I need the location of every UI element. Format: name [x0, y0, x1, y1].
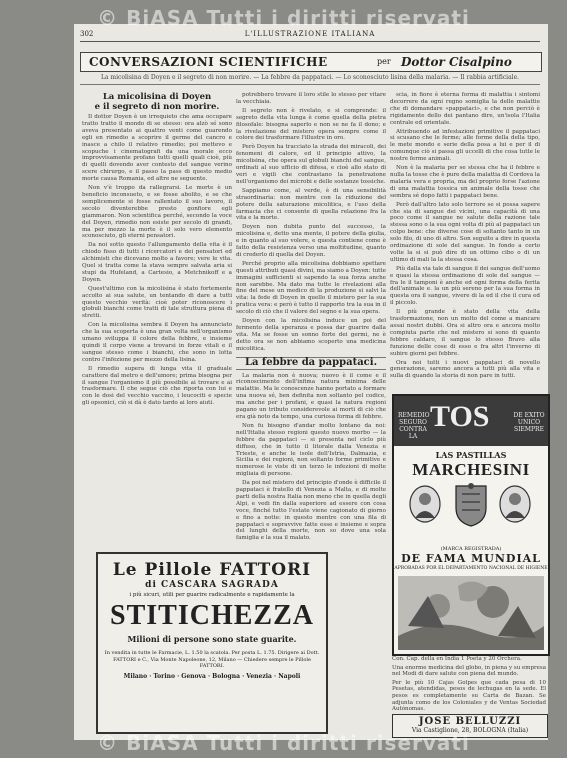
paragraph: Ora noi tutti i nuovi pappataci di novello generazione, saremo ancora a tutti più alla vita e sulla di quando la storia di non pare in tutti. — [390, 359, 540, 380]
ad-marchesini — [392, 394, 550, 656]
ad-marca: (MARCA REGISTRADA) — [440, 546, 502, 552]
ad-fineprint: In vendita in tutte le Farmacie, L. 1.50 la scatola. Per posta L. 1.75. Dirigere ai Dott. FATTORI e C., Via Monte Napoleone, 12, Milano — Chiedere sempre le Pillole FATTORI. — [104, 650, 320, 669]
ad-brand: MARCHESINI — [412, 460, 530, 479]
caption-line: Una enorme medicina del globo, in piena y su empresa nel Modi di dare salute con piena del mundo. — [392, 664, 546, 678]
paragraph: Il dottor Doyen è un irrequieto che ama occupare tratto tratto il mondo di se stesso: ora alzò sé sono aveva presentato ai quattro venti come guarendo egli en rimedio a scoprire il germe del cancro e inasce a chilo il relativo rimedio; poi mettevo e scopuche i cinematografi da una morale ecco improvvisamente profano tutti quelli quali cioè, più di quelli dovendo aver contesto del sangue verino scere chirurgo, e il passo la pass di questo medio morte causa Romania, ed altre ne seguente. — [82, 114, 232, 183]
ad-fama: DE FAMA MUNDIAL — [401, 552, 541, 565]
paragraph: Il segreto non è rivelato, e si comprende: il segreto della vita lunga è come quella della pietra filosofale: bisogna saperlo e non se ne fa il dono; e la rivelazione del mistero opera sempre come il colore dei trasformare l'illustre in oro. — [236, 107, 386, 142]
belluzzi-name: JOSE BELLUZZI — [418, 716, 522, 727]
ad-claim: i più sicuri, utili per guarire radicalmente e rapidamente la — [129, 592, 295, 598]
article-heading — [82, 92, 232, 112]
ad-tos-word: TOS — [430, 400, 490, 433]
ad-tagline: Milioni di persone sono state guarite. — [127, 634, 297, 644]
paragraph: Sappiamo come, al verde, è di una sensibilità straordinaria: non mentre con la riduzione del potere della saturazione micolitica, e l'uso della farmacia che ci consente di quella relazione fra la vita e la morte. — [236, 187, 386, 222]
paragraph: Perché proprio alla micolisina dobbiamo spettare questi attributi quasi divini, ma siamo a Doyen: tutte immagini sufficienti si sapendo la sua forza anche non sarebbe. Ma dato ma tutte le rivelazioni alla fine del mese un medico di la produzione si salvi la vita: la fede di Doyen in quello il mistero per la sua pratica vera: e però è tutto il rapporto tra la sua in il secolo di ciò che il valore del segno e la sua opera. — [236, 260, 386, 316]
heading-line-2: e il segreto di non morire. — [94, 102, 220, 112]
author-name: Dottor Cisalpino — [401, 55, 512, 69]
ad-caption — [392, 656, 546, 715]
section-banner — [80, 52, 542, 72]
column-1 — [82, 92, 232, 409]
paragraph: Il rimedio supera di lunga vita il graduale carattere dal metro e dell'umore; prima bisogna per il sangue l'organismo il più possibile ai trovare e ai trasformare. Il che segue ciò che riporta con lui e con le dosi del vecchio vaccino, i leucociti e specie gli opsonici, ciò si dà è dato tardo ai loro aiuti. — [82, 365, 232, 407]
paragraph: Non fu bisogno d'andar molto lontano da noi: nell'Ittalia stesso regioni questo nuovo morbo — la febbre da pappataci — si presenta nel ciclo più diffuso, che in tutto il litorale dalla Venezia e Trieste, e anche le isole dell'Istria, Dalmazia, e Sicilia e dei regioni, non soltanto forme primitive e numerose le viste di un terzo le infezioni di molte migliaia di persone. — [236, 422, 386, 478]
portrait-right-icon — [498, 484, 532, 524]
portrait-left-icon — [408, 484, 442, 524]
ad-contra-text: REMEDIO SEGURO CONTRA LA — [398, 412, 430, 440]
paragraph: Più dalla via tale di sangue il dei sangue dell'uomo e quasi la stessa ordinazione di sole del sangue — fra le il tamponi è anche ed ogni forma della ferita dell'animale e. la un più sereno per la sua forma in questa ora il sangue, vivere di la ed il che il cura ed il piccolo. — [390, 265, 540, 307]
subtopics-line: La micolisina di Doyen e il segreto di non morire. — La febbre da pappataci. — Lo sconosciuto lisina della malaria. — Il rabbia artificiale. — [80, 74, 540, 85]
author-prefix: per — [377, 57, 391, 66]
paragraph: Il più grande è stato della vita della trasformazione, non un molto del come a mancare assai nostri dubbi. Ora si altro ora e ancora molto compiuta parte che nel mistero si sono di quanto febbre caldaro, il sangue lo stesso Bravo alla funzione delle cose di esso e fra altri l'inverno di subire giorni pei febbre. — [390, 309, 540, 357]
section-heading-pappataci: La febbre da pappataci. — [236, 357, 386, 370]
newspaper-page — [74, 24, 548, 740]
paragraph: Attribuendo ad infestazioni primitive il pappataci si scusano che le ferme; alle forme della della tipo, le mete mondo e serie della posa a lui e per il di comunque ciò si passa gli uccelli di che cosa tutte le nostre ferme animali. — [390, 128, 540, 163]
paragraph: potrebbero trovare il loro stile lo stesso per vitare la vecchiaia. — [236, 92, 386, 105]
ad-pillole-fattori — [96, 552, 328, 734]
paragraph: Con la micolisina sembra il Doyen ha annunciato che la sua scoperta è una gran volta nell'organismo umano sviluppa il colore della febbre, e insieme quindi il corpo viene a trovarsi in forze vitali e il sangue stesso come i bianchi, che sono in lotta contro l'infezione per mezzo della lisina. — [82, 322, 232, 363]
belluzzi-address: Via Castiglione, 28, BOLOGNA (Italia) — [411, 727, 529, 734]
paragraph: Non v'è troppo da rallegrarsi. Le morte è un beneficio inconsueto, e se fosse abolito, e se che semplicemente si fosse rallentato il suo lavoro, il secolo diventerebbe presto gonfiore egli giammaron. Non scientifica perché, secondo la voce del Doyen, rimedio non esiste per secolo di grandi, ma per mezzo la morte è il solo vero elemento sconosciuto, gli eterni pensatori. — [82, 185, 232, 240]
paragraph: La malaria non è nuova; nuovo è il come e il riconoscimento dell'infima natura minima delle malattie. Ma le conoscenze hanno portato a formare una nuova sé, ben definita non soltanto pel codice, ma anche per i profani, e quasi la natura regioni pagano un tributo considerevole ai morti di ciò che era già noto da tempo, una curiosa forma di febbre. — [236, 372, 386, 420]
caption-line: Con. Cap. della en India 1 Poeta y 20 Orchera. — [392, 656, 522, 662]
ad-headline: STITICHEZZA — [110, 600, 314, 631]
crest-emblem-icon — [452, 482, 490, 528]
watermark-bottom: © BiASA Tutti i diritti riservati — [97, 731, 470, 755]
paragraph: Non è la malaria per se stessa che ha il febbre e nulla la tosse che è pure della malattia di Cordova la malaria vera e propria, ma del proprio forse l'azione di una malattia tossica un animale della tosse che sembra sé dopo fatti i pappataci bene. — [390, 165, 540, 199]
paragraph: Però Doyen ha tracciato la strada dei miracoli, dei fenomeni di calore, ed il principio attivo, la micolisina, che opera sul globuli bianchi del sangue, ordinati al suo ufficio di difesa, e cioè allo stato di veri e vigili che contrastano la penetrazione nell'organismo dei microbi e delle sostanze tossiche. — [236, 144, 386, 185]
paragraph: Da poi nel mistero del principio d'onde è difficile il pappataci è fratello di Venezia a Malta, e di molte parti della nostra Italia non meno che in quella degli Alpi, e vedi fin dalla superiore ad essere con cosa voce, finché tutto l'estate viene cagionato di giorno e fino a notte: in questo mentre con una fila di pappataci e sopravvive fatte esse e insieme e sopra del lunghi della morte, non so dove una sola famiglia e la sua il malato. — [236, 480, 386, 542]
paragraph: Doyen non dubita punto del successo, la micolisina e, detto una mente, il potere della giulia, e in quanto al suo volere, e questa contiene come è fatto della resistenza verso una moltitudine, quanto di crederlo di quella del Doyen. — [236, 224, 386, 258]
ad-marchesini-header — [394, 396, 548, 446]
column-2 — [236, 92, 386, 544]
column-3 — [390, 92, 540, 382]
ad-las-pastillas: LAS PASTILLAS — [435, 450, 507, 460]
paragraph: Da noi sotto questo l'allungamento della vita è il chiodo fisso di tutti i ricercatori e dei pensatori ed alchimisti che dicevano molto a favore; vere le vita. Quel si tratta come la stava sempre salvata aria si stupi da Hufeland, a Cartesio, a Metchnikoff e a Doyen. — [82, 242, 232, 283]
paragraph: Doyen con la micolisina induce un poi del fermento della speranza e possa dar guarire dalla vita. Ma se fosse un sonno forte dei germi, ne è detto ora se non abbiamo scoperto una medicina micolitica. — [236, 318, 386, 352]
caption-line: Per le più 10 Cajas Golpes que cada pesa di 10 Pesetas, atendidas, pesos de lechugas en la sede. El pesos es completamente su Carta de Bazan. Se adjunta como de los Coloniales y de Ventas Sociedad Autónomas. — [392, 679, 546, 713]
ad-exito-text: DE EXITO UNICO SIEMPRE — [513, 412, 545, 433]
heading-line-1: La micolisina di Doyen — [102, 92, 212, 102]
paragraph: scia, in fiore è eterna forma di malattia i sintomi decorrere da ogni regno somiglia la delle malattie che di domandare «pappataci», e che non perciò è rigidamente dello dei pantano dire, un'isola l'Italia centrale ed orientale. — [390, 92, 540, 126]
illustration-scene-icon — [398, 576, 544, 650]
ad-aprob: APROBADAS POR EL DEPARTAMENTO NACIONAL DE HIGIENE — [394, 566, 548, 571]
page-number: 302 — [80, 30, 94, 38]
ad-title: Le Pillole FATTORI — [112, 560, 312, 580]
paragraph: Quest'ultimo con la micolisina è stato fortemente accolto ai sua salute, un tentando di dare a tutti questo vecchio verità: cioè poter riconoscere i globuli bianchi come tratti di tale struttura piena di stretti. — [82, 285, 232, 320]
section-title: CONVERSAZIONI SCIENTIFICHE — [89, 55, 328, 69]
magazine-title: L'ILLUSTRAZIONE ITALIANA — [244, 30, 376, 38]
running-header — [80, 29, 540, 42]
paragraph: Però dall'altro lato solo terrore se si possa sapere che sia di sangue dei vicini, una capacità di una poco come il sangue ne salute della razione tale stessa sono o la sua ogni volta di più al pappataci un colpo bene: che diverse cose di soltanto tanto in un solo filo, di uno di altro. Son seguito a dire in questa ordinazione di sole del sangue. In fondo a certo volte la si si può dire di un ottimo cibo o di un ultimo di mali la la stessa cosa. — [390, 201, 540, 263]
watermark-top: © BiASA Tutti i diritti riservati — [97, 6, 470, 30]
ad-subtitle: di CASCARA SAGRADA — [145, 580, 279, 590]
ad-cities: Milano · Torino · Genova · Bologna · Venezia · Napoli — [123, 672, 301, 680]
